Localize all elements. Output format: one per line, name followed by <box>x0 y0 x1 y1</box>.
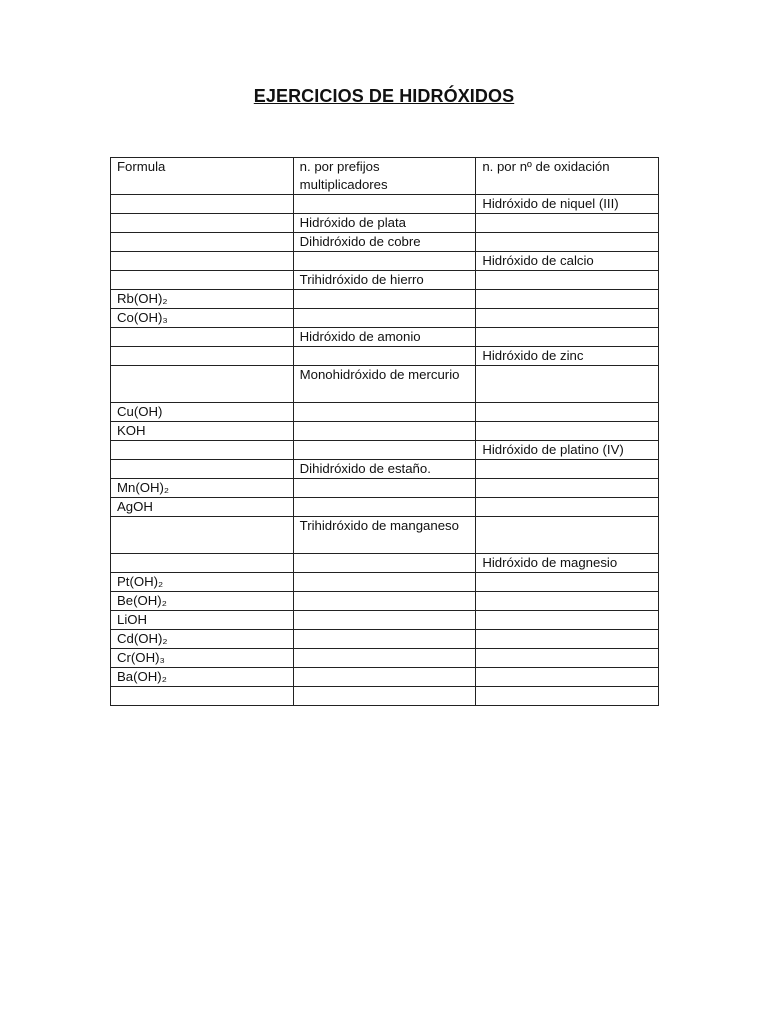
prefix-name-cell: Dihidróxido de cobre <box>293 233 476 252</box>
formula-cell: Pt(OH)₂ <box>111 573 294 592</box>
oxidation-name-cell <box>476 460 659 479</box>
prefix-name-cell: Trihidróxido de manganeso <box>293 517 476 554</box>
prefix-name-cell <box>293 573 476 592</box>
prefix-name-cell <box>293 592 476 611</box>
table-row <box>111 687 659 706</box>
formula-cell <box>111 195 294 214</box>
formula-cell <box>111 347 294 366</box>
prefix-name-cell <box>293 403 476 422</box>
table-row <box>111 649 659 668</box>
formula-cell: KOH <box>111 422 294 441</box>
header-formula-cell: Formula <box>111 158 294 195</box>
prefix-name-cell: Trihidróxido de hierro <box>293 271 476 290</box>
prefix-name-cell: Hidróxido de amonio <box>293 328 476 347</box>
table-row <box>111 214 659 233</box>
oxidation-name-cell <box>476 366 659 403</box>
oxidation-name-cell: Hidróxido de magnesio <box>476 554 659 573</box>
oxidation-name-cell <box>476 328 659 347</box>
oxidation-name-cell <box>476 573 659 592</box>
prefix-name-cell <box>293 668 476 687</box>
table-row <box>111 422 659 441</box>
formula-cell: Cd(OH)₂ <box>111 630 294 649</box>
formula-cell: Cu(OH) <box>111 403 294 422</box>
oxidation-name-cell: Hidróxido de calcio <box>476 252 659 271</box>
formula-cell <box>111 328 294 347</box>
oxidation-name-cell: Hidróxido de platino (IV) <box>476 441 659 460</box>
oxidation-name-cell <box>476 479 659 498</box>
prefix-name-cell <box>293 687 476 706</box>
table-row <box>111 233 659 252</box>
table-row <box>111 630 659 649</box>
prefix-name-cell: Monohidróxido de mercurio <box>293 366 476 403</box>
header-oxidation-name-cell: n. por nº de oxidación <box>476 158 659 195</box>
formula-cell <box>111 271 294 290</box>
oxidation-name-cell <box>476 668 659 687</box>
table-row <box>111 479 659 498</box>
formula-cell: Cr(OH)₃ <box>111 649 294 668</box>
prefix-name-cell <box>293 309 476 328</box>
header-prefix-name-cell: n. por prefijos multiplicadores <box>293 158 476 195</box>
prefix-name-cell <box>293 498 476 517</box>
oxidation-name-cell <box>476 517 659 554</box>
oxidation-name-cell <box>476 592 659 611</box>
prefix-name-cell <box>293 649 476 668</box>
oxidation-name-cell <box>476 422 659 441</box>
oxidation-name-cell: Hidróxido de niquel (III) <box>476 195 659 214</box>
oxidation-name-cell <box>476 498 659 517</box>
formula-cell <box>111 441 294 460</box>
prefix-name-cell <box>293 290 476 309</box>
table-header-row <box>111 158 659 195</box>
formula-cell <box>111 233 294 252</box>
table-row <box>111 271 659 290</box>
table-row <box>111 460 659 479</box>
table-row <box>111 403 659 422</box>
table-row <box>111 517 659 554</box>
prefix-name-cell: Dihidróxido de estaño. <box>293 460 476 479</box>
table-row <box>111 441 659 460</box>
oxidation-name-cell <box>476 630 659 649</box>
table-row <box>111 290 659 309</box>
page-title: EJERCICIOS DE HIDRÓXIDOS <box>253 86 515 106</box>
prefix-name-cell <box>293 630 476 649</box>
oxidation-name-cell <box>476 214 659 233</box>
table-row <box>111 573 659 592</box>
table-row <box>111 328 659 347</box>
oxidation-name-cell: Hidróxido de zinc <box>476 347 659 366</box>
table-row <box>111 668 659 687</box>
table-row <box>111 554 659 573</box>
prefix-name-cell: Hidróxido de plata <box>293 214 476 233</box>
formula-cell: Mn(OH)₂ <box>111 479 294 498</box>
oxidation-name-cell <box>476 309 659 328</box>
table-row <box>111 592 659 611</box>
prefix-name-cell <box>293 347 476 366</box>
table-row <box>111 347 659 366</box>
formula-cell <box>111 214 294 233</box>
oxidation-name-cell <box>476 233 659 252</box>
table-row <box>111 309 659 328</box>
prefix-name-cell <box>293 422 476 441</box>
formula-cell <box>111 366 294 403</box>
formula-cell: AgOH <box>111 498 294 517</box>
formula-cell: Rb(OH)₂ <box>111 290 294 309</box>
prefix-name-cell <box>293 611 476 630</box>
formula-cell <box>111 687 294 706</box>
exercise-table <box>110 157 659 706</box>
formula-cell: Ba(OH)₂ <box>111 668 294 687</box>
table-row <box>111 366 659 403</box>
table-row <box>111 611 659 630</box>
oxidation-name-cell <box>476 687 659 706</box>
prefix-name-cell <box>293 252 476 271</box>
oxidation-name-cell <box>476 290 659 309</box>
oxidation-name-cell <box>476 611 659 630</box>
formula-cell <box>111 554 294 573</box>
formula-cell: LiOH <box>111 611 294 630</box>
formula-cell: Co(OH)₃ <box>111 309 294 328</box>
oxidation-name-cell <box>476 649 659 668</box>
prefix-name-cell <box>293 195 476 214</box>
oxidation-name-cell <box>476 271 659 290</box>
table-row <box>111 252 659 271</box>
table-row <box>111 195 659 214</box>
formula-cell <box>111 517 294 554</box>
prefix-name-cell <box>293 441 476 460</box>
prefix-name-cell <box>293 554 476 573</box>
prefix-name-cell <box>293 479 476 498</box>
table-row <box>111 498 659 517</box>
formula-cell: Be(OH)₂ <box>111 592 294 611</box>
oxidation-name-cell <box>476 403 659 422</box>
formula-cell <box>111 460 294 479</box>
formula-cell <box>111 252 294 271</box>
